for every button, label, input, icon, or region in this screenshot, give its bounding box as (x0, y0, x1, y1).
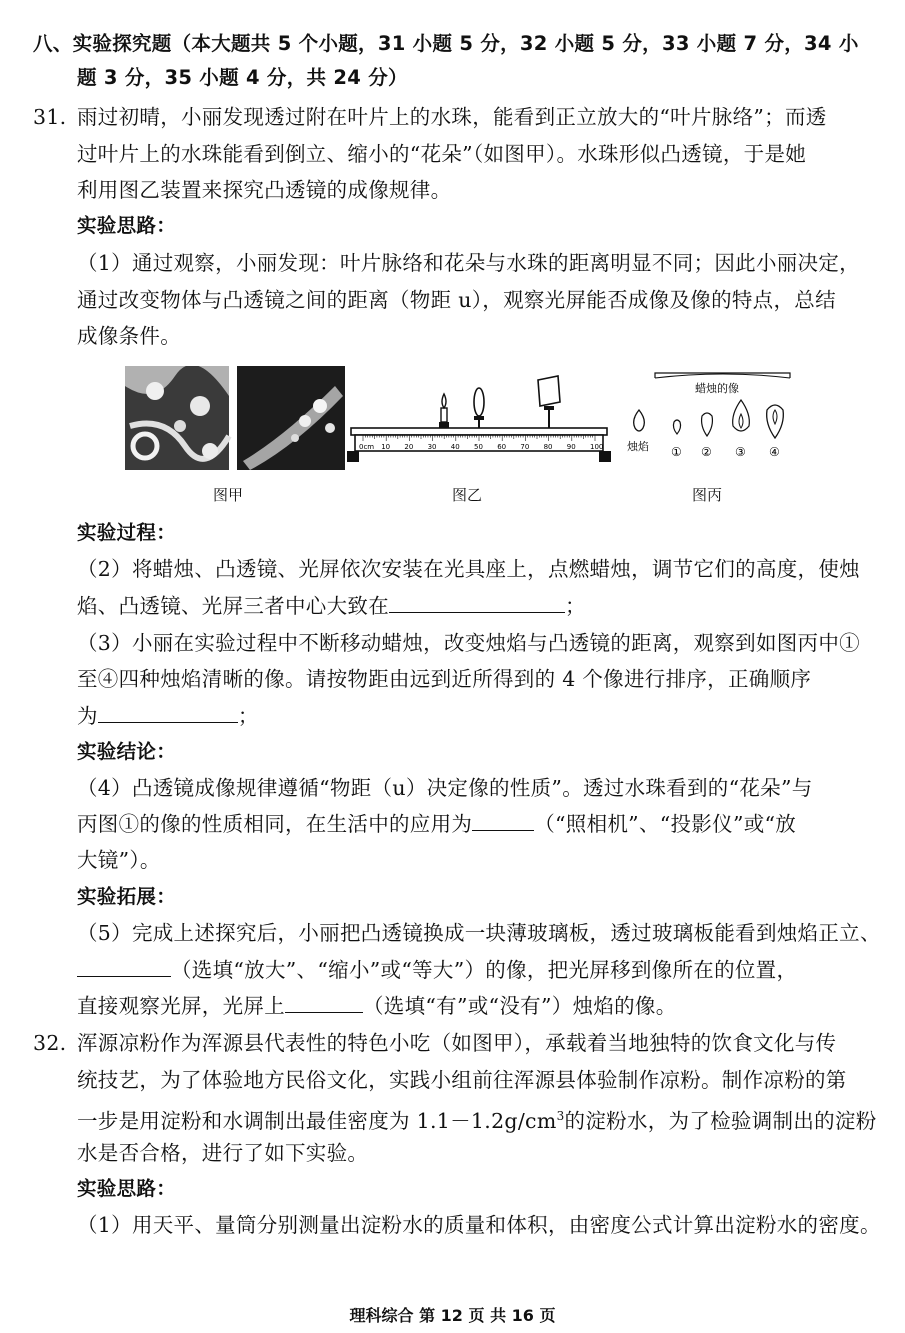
ruler-tick-label: 0cm (359, 443, 375, 451)
convex-lens (474, 388, 484, 434)
q31-number: 31. (33, 105, 67, 129)
q31-p3-line1: （3）小丽在实验过程中不断移动蜡烛，改变烛焰与凸透镜的距离，观察到如图丙中① (77, 631, 860, 655)
answer-blank-center-line[interactable] (389, 592, 565, 613)
q31-p1-line1: （1）通过观察，小丽发现：叶片脉络和花朵与水珠的距离明显不同；因此小丽决定， (77, 251, 860, 275)
ruler-tick-label: 40 (450, 443, 460, 451)
q31-conclusion-heading: 实验结论： (77, 740, 177, 763)
q31-p4-line2 (77, 810, 796, 838)
caption-figure-jia: 图甲 (213, 486, 244, 504)
ruler-tick-label: 60 (497, 443, 507, 451)
answer-blank-screen-image[interactable] (285, 992, 363, 1013)
q31-p2-line2-pre: 焰、凸透镜、光屏三者中心大致在 (77, 594, 389, 618)
q31-intro-line1: 雨过初晴，小丽发现透过附在叶片上的水珠，能看到正立放大的“叶片脉络”；而透 (77, 105, 827, 129)
image-1-number: ① (671, 445, 682, 459)
q31-p4-line2-post: （“照相机”、“投影仪”或“放 (534, 812, 797, 836)
q31-p2-line2-post: ； (565, 594, 586, 618)
section-heading-line2: 题 3 分，35 小题 4 分，共 24 分） (77, 66, 408, 89)
q31-p5-line2-post: （选填“放大”、“缩小”或“等大”）的像，把光屏移到像所在的位置， (171, 958, 798, 982)
image-2-flame (702, 413, 713, 436)
q31-intro-line2: 过叶片上的水珠能看到倒立、缩小的“花朵”（如图甲）。水珠形似凸透镜，于是她 (77, 142, 807, 166)
caption-figure-bing: 图丙 (692, 486, 723, 504)
q31-p5-line1: （5）完成上述探究后，小丽把凸透镜换成一块薄玻璃板，透过玻璃板能看到烛焰正立、 (77, 921, 881, 945)
q31-p1-line2: 通过改变物体与凸透镜之间的距离（物距 u），观察光屏能否成像及像的特点，总结 (77, 288, 836, 312)
q31-p3-line3-pre: 为 (77, 704, 98, 728)
q32-line1: 浑源凉粉作为浑源县代表性的特色小吃（如图甲），承载着当地独特的饮食文化与传 (77, 1031, 837, 1055)
ruler-tick-label: 50 (474, 443, 483, 451)
figure-yi-optical-bench (345, 372, 613, 464)
image-1-flame (673, 420, 680, 434)
ruler-tick-label: 20 (404, 443, 414, 451)
image-4-number: ④ (769, 445, 780, 459)
ruler-tick-label: 70 (520, 443, 530, 451)
object-flame (634, 410, 645, 431)
bing-label-text: 蜡烛的像 (695, 382, 739, 395)
q31-p3-line3 (77, 702, 259, 730)
image-2-number: ② (701, 445, 712, 459)
ruler-tick-label: 90 (566, 443, 576, 451)
q31-intro-line3: 利用图乙装置来探究凸透镜的成像规律。 (77, 178, 452, 202)
q32-line3-sup: 3 (556, 1109, 565, 1123)
bing-flame-label: 烛焰 (627, 440, 649, 453)
q32-idea-heading: 实验思路： (77, 1177, 177, 1200)
q31-p5-line3 (77, 992, 677, 1020)
q31-p5-line3-pre: 直接观察光屏，光屏上 (77, 994, 285, 1018)
q32-line3 (77, 1102, 877, 1135)
q32-number: 32. (33, 1031, 67, 1055)
caption-figure-yi: 图乙 (452, 486, 483, 504)
q31-p4-line3: 大镜”）。 (77, 848, 161, 872)
q31-p5-line2 (77, 956, 797, 984)
q32-line3-pre: 一步是用淀粉和水调制出最佳密度为 1.1－1.2g/cm (77, 1108, 557, 1133)
ruler-tick-label: 100 (590, 443, 604, 451)
q31-p3-line2: 至④四种烛焰清晰的像。请按物距由远到近所得到的 4 个像进行排序，正确顺序 (77, 667, 812, 691)
bench-rail-top (351, 428, 607, 435)
light-screen (538, 376, 560, 434)
figure-jia-photos (125, 366, 345, 470)
ruler-tick-label: 30 (427, 443, 437, 451)
image-3-flame (733, 400, 750, 431)
ruler-tick-label: 80 (543, 443, 553, 451)
q32-line3-post: 的淀粉水，为了检验调制出的淀粉 (564, 1108, 877, 1133)
image-3-number: ③ (735, 445, 746, 459)
q31-p1-line3: 成像条件。 (77, 324, 181, 348)
q31-p2-line2 (77, 592, 586, 620)
q32-p1: （1）用天平、量筒分别测量出淀粉水的质量和体积，由密度公式计算出淀粉水的密度。 (77, 1213, 881, 1237)
q31-idea-heading: 实验思路： (77, 214, 177, 237)
q31-p2-line1: （2）将蜡烛、凸透镜、光屏依次安装在光具座上，点燃蜡烛，调节它们的高度，使烛 (77, 557, 860, 581)
q31-extension-heading: 实验拓展： (77, 885, 177, 908)
answer-blank-application[interactable] (472, 810, 534, 831)
page-footer: 理科综合 第 12 页 共 16 页 (349, 1306, 556, 1325)
q31-p4-line1: （4）凸透镜成像规律遵循“物距（u）决定像的性质”。透过水珠看到的“花朵”与 (77, 776, 813, 800)
q32-line4: 水是否合格，进行了如下实验。 (77, 1141, 369, 1165)
figure-bing-candle-images (625, 368, 800, 468)
q32-line2: 统技艺，为了体验地方民俗文化，实践小组前往浑源县体验制作凉粉。制作凉粉的第 (77, 1068, 847, 1092)
answer-blank-image-order[interactable] (98, 702, 238, 723)
q31-process-heading: 实验过程： (77, 521, 177, 544)
q31-p4-line2-pre: 丙图①的像的性质相同，在生活中的应用为 (77, 812, 473, 836)
section-heading-line1: 八、实验探究题（本大题共 5 个小题，31 小题 5 分，32 小题 5 分，33 小题 7 分，34 小 (33, 32, 859, 55)
photo-inverted-flowers (237, 366, 345, 470)
ruler-tick-label: 10 (381, 443, 391, 451)
answer-blank-image-size[interactable] (77, 956, 171, 977)
q31-p5-line3-post: （选填“有”或“没有”）烛焰的像。 (363, 994, 677, 1018)
q31-p3-line3-post: ； (237, 704, 259, 728)
